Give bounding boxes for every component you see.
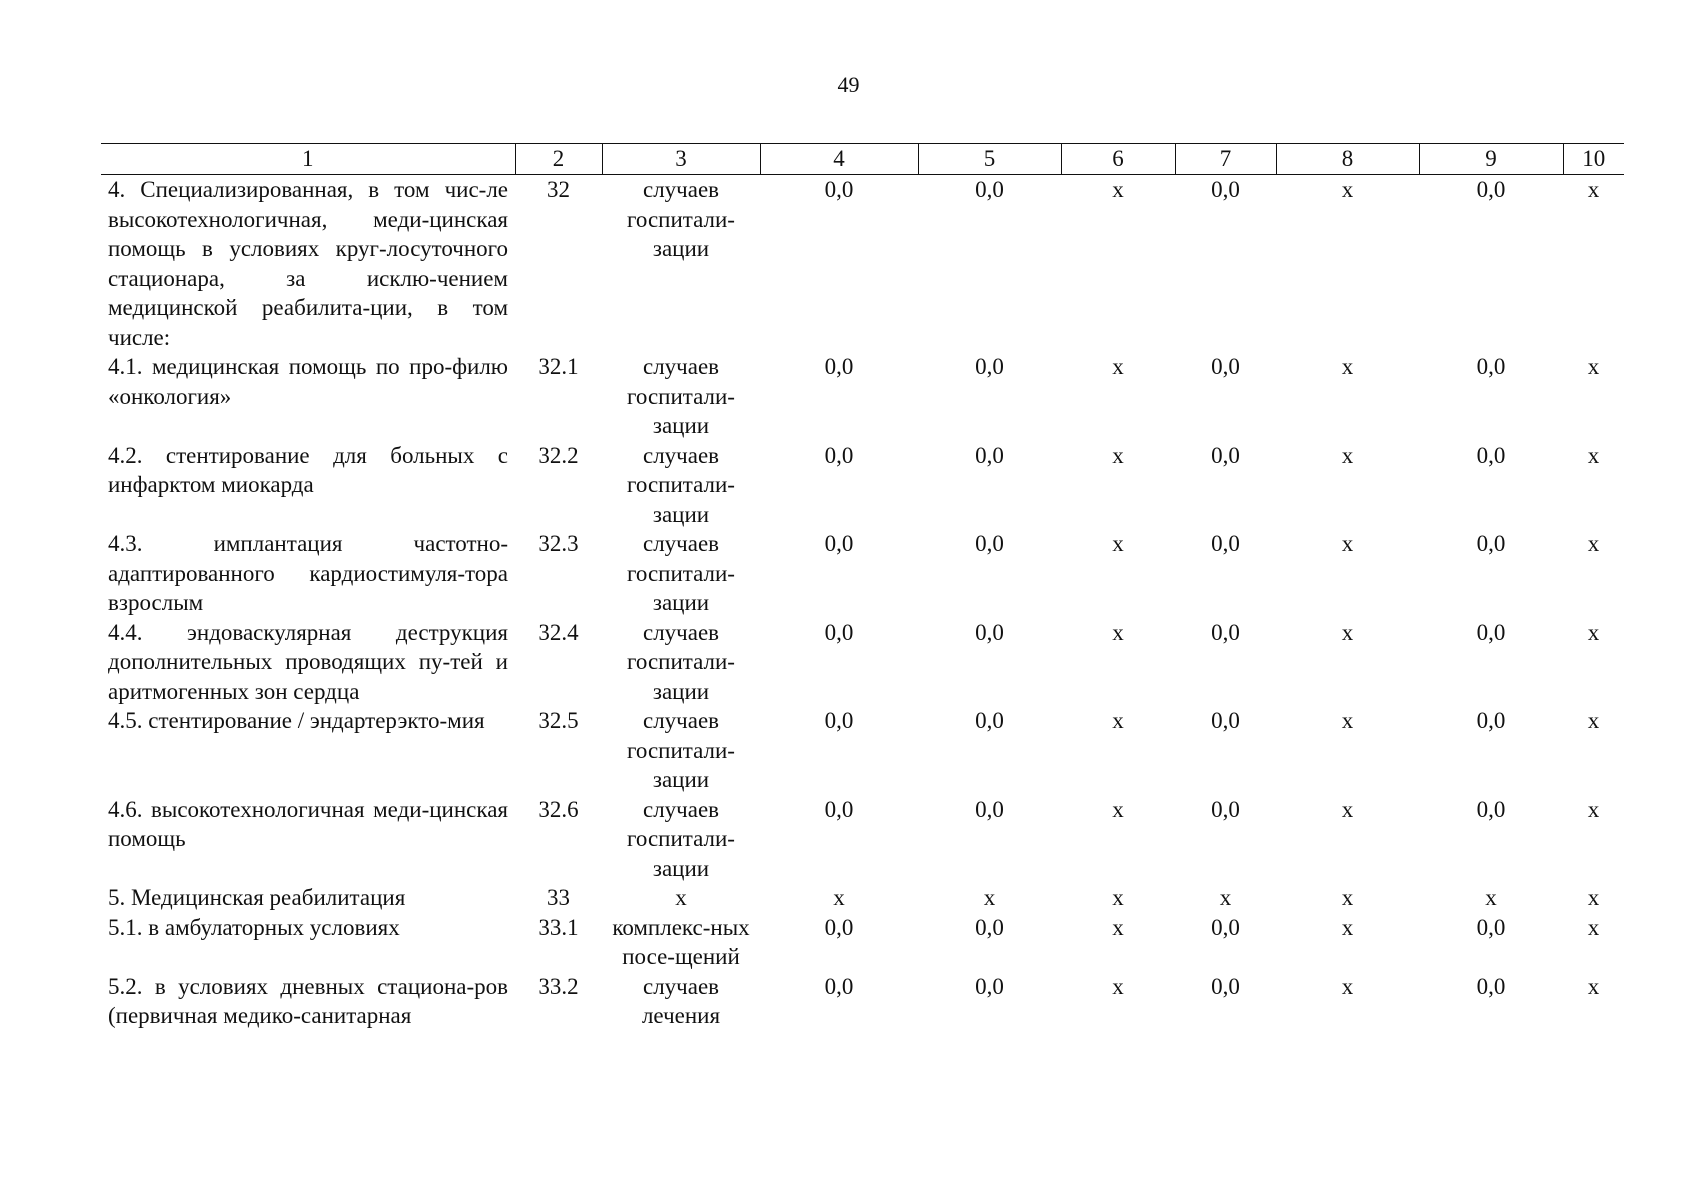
row-code-cell: 32.4 [538,619,579,645]
row-value-cell-10: х [1587,619,1600,645]
row-value-cell-5: 0,0 [975,914,1004,940]
row-unit-cell: случаев лечения [641,973,721,1028]
row-code-cell: 32.1 [538,354,579,379]
row-value-cell-4: 0,0 [824,619,854,645]
row-value-cell-9: 0,0 [1476,442,1506,468]
row-value-cell-5: 0,0 [975,177,1004,202]
table-row [101,883,1624,913]
row-value-cell-8: х [1341,973,1354,999]
table-row [101,913,1624,972]
row-unit-cell: комплекс-ных посе-щений [612,914,750,969]
row-code-cell: 32.2 [538,442,579,468]
row-code-cell: 32.5 [538,708,579,733]
row-value-cell-9: 0,0 [1476,914,1506,940]
row-value-cell-4: х [833,885,845,910]
row-value-cell-7: 0,0 [1211,973,1240,999]
data-table [101,143,1624,1031]
row-name-cell: 4. Специализированная, в том чис-ле высокотехнологичная, меди-цинская помощь в условиях круг-лосуточного стационара, за исклю-чением медицинской реабилита-ции, в том числе: [108,177,508,350]
row-unit-cell: случаев госпитали-зации [627,708,735,792]
row-value-cell-6: х [1112,796,1124,822]
row-value-cell-10: х [1587,708,1600,733]
row-name-cell: 5. Медицинская реабилитация [108,885,406,910]
header-cell-6: 6 [1061,144,1175,175]
row-unit-cell: случаев госпитали-зации [627,796,735,881]
row-value-cell-10: х [1587,885,1600,910]
row-value-cell-5: 0,0 [975,796,1004,822]
row-name-cell: 4.4. эндоваскулярная деструкция дополнительных проводящих пу-тей и аритмогенных зон сердца [108,619,508,704]
row-value-cell-10: х [1587,914,1600,940]
row-value-cell-4: 0,0 [824,796,854,822]
table-row [101,529,1624,618]
row-name-cell: 4.3. имплантация частотно-адаптированного кардиостимуля-тора взрослым [108,531,508,615]
row-value-cell-9: 0,0 [1476,354,1506,379]
row-value-cell-10: х [1587,973,1600,999]
row-unit-cell: случаев госпитали-зации [627,531,735,615]
row-value-cell-8: х [1341,885,1354,910]
row-value-cell-8: х [1341,177,1354,202]
row-value-cell-9: 0,0 [1476,973,1506,999]
header-cell-10: 10 [1563,144,1624,175]
row-value-cell-10: х [1587,796,1600,822]
table-row [101,972,1624,1031]
header-cell-4: 4 [760,144,918,175]
row-value-cell-6: х [1112,619,1124,645]
header-cell-3: 3 [602,144,760,175]
row-value-cell-4: 0,0 [824,914,854,940]
row-value-cell-8: х [1341,442,1354,468]
row-value-cell-6: х [1112,177,1124,202]
table-header [101,144,1624,175]
row-value-cell-8: х [1341,914,1354,940]
row-value-cell-4: 0,0 [824,708,854,733]
row-unit-cell: случаев госпитали-зации [627,354,735,438]
table-row [101,618,1624,707]
row-value-cell-5: 0,0 [975,708,1004,733]
row-code-cell: 33.1 [538,914,579,940]
row-unit-cell: случаев госпитали-зации [627,619,735,704]
row-value-cell-6: х [1112,708,1124,733]
row-value-cell-6: х [1112,354,1124,379]
row-value-cell-7: 0,0 [1211,914,1240,940]
header-cell-5: 5 [918,144,1061,175]
row-name-cell: 5.1. в амбулаторных условиях [108,914,400,940]
header-row [101,144,1624,175]
row-value-cell-8: х [1341,619,1354,645]
row-value-cell-6: х [1112,885,1124,910]
table-row [101,441,1624,530]
row-unit-cell: случаев госпитали-зации [627,442,735,527]
row-unit-cell: х [675,885,687,910]
row-value-cell-8: х [1341,354,1354,379]
row-value-cell-6: х [1112,973,1124,999]
table-row [101,795,1624,884]
row-value-cell-9: 0,0 [1476,796,1506,822]
row-value-cell-7: 0,0 [1211,354,1240,379]
row-value-cell-9: 0,0 [1476,708,1506,733]
row-name-cell: 5.2. в условиях дневных стациона-ров (первичная медико-санитарная [108,973,508,1028]
row-code-cell: 32 [547,177,570,202]
row-value-cell-4: 0,0 [824,442,854,468]
row-value-cell-9: х [1485,885,1497,910]
row-name-cell: 4.6. высокотехнологичная меди-цинская помощь [108,796,508,851]
table-row [101,175,1624,353]
table-body [101,175,1624,1031]
header-cell-8: 8 [1276,144,1419,175]
row-value-cell-7: 0,0 [1211,796,1240,822]
page-number: 49 [837,72,860,97]
row-value-cell-5: 0,0 [975,619,1004,645]
row-value-cell-6: х [1112,914,1124,940]
row-value-cell-4: 0,0 [824,354,854,379]
row-value-cell-7: 0,0 [1211,708,1240,733]
row-code-cell: 33 [547,885,570,910]
row-code-cell: 32.3 [538,531,579,556]
row-value-cell-5: 0,0 [975,973,1004,999]
header-cell-2: 2 [515,144,602,175]
row-value-cell-5: 0,0 [975,531,1004,556]
row-value-cell-7: 0,0 [1211,177,1240,202]
row-value-cell-6: х [1112,531,1124,556]
header-cell-7: 7 [1175,144,1276,175]
row-value-cell-7: 0,0 [1211,442,1240,468]
row-value-cell-7: 0,0 [1211,531,1240,556]
row-value-cell-10: х [1587,354,1600,379]
row-name-cell: 4.1. медицинская помощь по про-филю «онкология» [108,354,508,409]
row-unit-cell: случаев госпитали-зации [627,177,735,261]
row-value-cell-9: 0,0 [1476,177,1506,202]
row-value-cell-4: 0,0 [824,973,854,999]
row-value-cell-9: 0,0 [1476,531,1506,556]
row-value-cell-4: 0,0 [824,177,854,202]
row-value-cell-8: х [1341,708,1354,733]
row-value-cell-10: х [1587,177,1600,202]
row-value-cell-4: 0,0 [824,531,854,556]
row-value-cell-8: х [1341,531,1354,556]
row-value-cell-7: х [1219,885,1232,910]
row-code-cell: 32.6 [538,796,579,822]
table-row [101,706,1624,795]
row-value-cell-8: х [1341,796,1354,822]
header-cell-1: 1 [101,144,515,175]
row-value-cell-5: 0,0 [975,442,1004,468]
table-row [101,352,1624,441]
header-cell-9: 9 [1419,144,1563,175]
row-value-cell-6: х [1112,442,1124,468]
row-value-cell-10: х [1587,442,1600,468]
row-value-cell-9: 0,0 [1476,619,1506,645]
row-name-cell: 4.2. стентирование для больных с инфарктом миокарда [108,442,508,497]
row-name-cell: 4.5. стентирование / эндартерэкто-мия [108,708,485,733]
row-code-cell: 33.2 [538,973,579,999]
row-value-cell-5: 0,0 [975,354,1004,379]
row-value-cell-10: х [1587,531,1600,556]
row-value-cell-5: х [983,885,996,910]
row-value-cell-7: 0,0 [1211,619,1240,645]
